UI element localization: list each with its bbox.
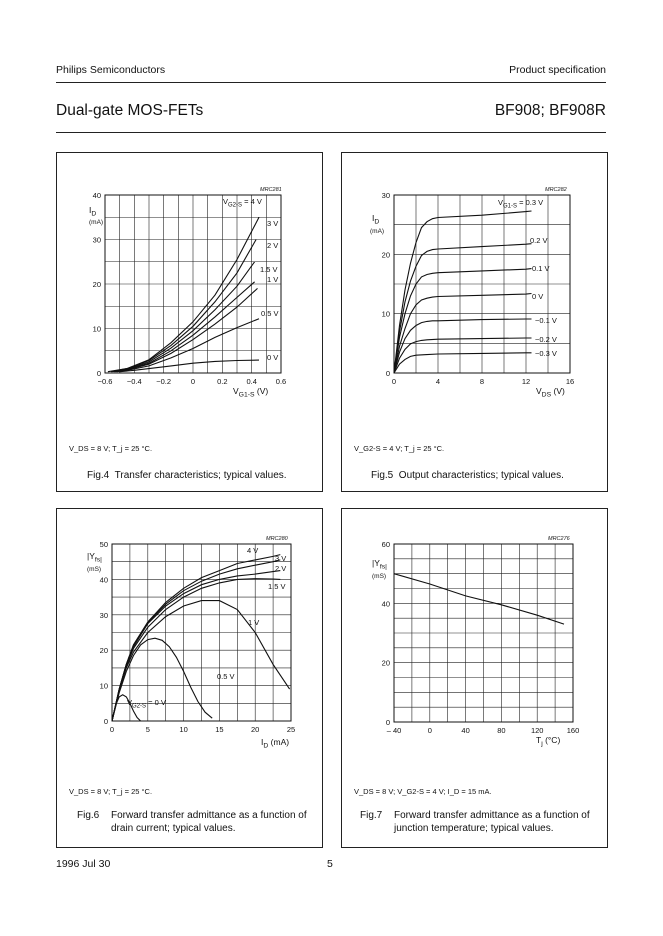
y-axis-label: $I_D$ [372, 213, 380, 226]
series-label: 1 V [267, 275, 279, 284]
y-tick-label: 20 [92, 280, 101, 289]
company-name: Philips Semiconductors [56, 64, 166, 76]
x-tick-label: 15 [215, 725, 224, 734]
series-label: 3 V [267, 219, 279, 228]
y-tick-label: 0 [96, 369, 101, 378]
y-tick-label: 30 [92, 235, 101, 245]
x-tick-label: 0 [391, 377, 397, 386]
x-tick-label: 8 [479, 377, 485, 386]
x-tick-label: 25 [286, 725, 296, 734]
series-label: $V_{G2-S} = 0$ V [127, 698, 166, 710]
x-tick-label: −0.6 [97, 377, 113, 386]
x-axis-label: $I_D$ (mA) [261, 737, 290, 750]
figure-5-caption-text: Output characteristics; typical values. [398, 470, 564, 481]
series-label: −0.3 V [535, 349, 557, 358]
x-tick-label: 0.6 [275, 377, 287, 386]
series-line [108, 217, 259, 371]
y-axis-unit: (mA) [370, 228, 385, 235]
x-tick-label: 20 [251, 725, 260, 734]
figure-4-number: Fig.4 [87, 470, 110, 481]
series-label: 0.5 V [217, 672, 235, 681]
x-tick-label: 120 [530, 726, 544, 735]
series-label: 3 V [275, 554, 287, 563]
series-line [112, 638, 212, 721]
series-label: −0.1 V [535, 316, 557, 325]
series-label: 2 V [267, 241, 279, 250]
series-label: 0 V [532, 292, 544, 301]
figure-6-number: Fig.6 [77, 810, 100, 821]
y-tick-label: 10 [99, 681, 108, 691]
x-tick-label: 4 [435, 377, 441, 386]
figure-5-number: Fig.5 [371, 470, 394, 481]
figure-6-panel [56, 508, 323, 848]
part-numbers: BF908; BF908R [494, 102, 606, 119]
series-line [111, 240, 256, 372]
y-tick-label: 40 [99, 575, 108, 585]
y-tick-label: 20 [99, 646, 108, 656]
y-tick-label: 60 [381, 540, 390, 549]
figure-4-conditions: V_DS = 8 V; T_j = 25 °C. [69, 444, 153, 453]
figure-5-caption [371, 469, 564, 482]
x-tick-label: 0 [427, 726, 432, 735]
x-tick-label: 40 [461, 726, 470, 735]
series-line [394, 211, 532, 373]
figure-4-caption-text: Transfer characteristics; typical values. [114, 470, 287, 481]
x-tick-label: 0.2 [217, 377, 228, 386]
series-label: 1 V [248, 618, 260, 627]
y-tick-label: 10 [381, 309, 390, 319]
x-tick-label: 0 [109, 725, 115, 734]
x-tick-label: 10 [179, 725, 188, 734]
transfer-characteristics-chart [57, 153, 324, 493]
x-tick-label: −0.4 [126, 377, 142, 386]
y-axis-label: $|Y_{fs|}$ [87, 551, 102, 564]
series-label: $V_{G2-S} = 4$ V [223, 197, 262, 209]
y-axis-label: $|Y_{fs|}$ [372, 558, 387, 571]
series-line [394, 319, 532, 373]
series-line [394, 294, 532, 374]
document-type: Product specification [509, 64, 606, 76]
figure-7-conditions: V_DS = 8 V; V_G2-S = 4 V; I_D = 15 mA. [354, 787, 492, 796]
footer-page-number: 5 [327, 858, 333, 870]
x-tick-label: 0.4 [246, 377, 257, 386]
chart-code: MRC280 [266, 536, 288, 542]
output-characteristics-chart [342, 153, 609, 493]
y-tick-label: 40 [92, 191, 101, 200]
x-tick-label: 80 [497, 726, 506, 735]
x-tick-label: 0 [190, 377, 196, 386]
chart-code: MRC276 [548, 536, 570, 542]
x-axis-label: $V_{G1-S}$ (V) [233, 386, 269, 399]
x-tick-label: 12 [521, 377, 531, 386]
x-tick-label: – 40 [386, 726, 402, 735]
figure-6-caption-text: Forward transfer admittance as a function of drain current; typical values. [111, 810, 307, 834]
series-label: 0.5 V [261, 309, 279, 318]
figure-4-panel [56, 152, 323, 492]
series-line [394, 353, 532, 373]
figure-7-number: Fig.7 [360, 810, 383, 821]
series-label: 0.1 V [532, 264, 550, 273]
y-axis-unit: (mS) [372, 573, 387, 580]
figure-4-caption [87, 469, 287, 482]
series-label: 0.2 V [530, 236, 548, 245]
series-label: 2 V [275, 564, 287, 573]
series-label: 0 V [267, 353, 279, 362]
header-rule [56, 82, 606, 83]
series-line [115, 288, 257, 371]
series-label: 1.5 V [268, 582, 286, 591]
figure-7-caption-text: Forward transfer admittance as a function of junction temperature; typical values. [394, 810, 590, 834]
yfs-vs-junction-temperature-chart [342, 509, 609, 849]
y-tick-label: 30 [381, 191, 390, 200]
footer-date: 1996 Jul 30 [56, 858, 111, 870]
series-label: 4 V [247, 546, 259, 555]
y-axis-label: $I_D$ [89, 205, 97, 218]
y-tick-label: 50 [99, 540, 108, 549]
y-tick-label: 20 [381, 658, 390, 668]
series-label: $V_{G1-S} = 0.3$ V [498, 198, 544, 210]
y-tick-label: 0 [385, 718, 390, 727]
x-axis-label: $T_j$ (°C) [536, 735, 561, 748]
chart-code: MRC281 [260, 187, 282, 193]
title-rule [56, 132, 606, 133]
y-tick-label: 20 [381, 250, 390, 260]
series-line [394, 574, 564, 624]
y-tick-label: 10 [92, 324, 101, 334]
x-tick-label: −0.2 [156, 377, 172, 386]
y-axis-unit: (mS) [87, 566, 102, 573]
y-axis-unit: (mA) [89, 219, 104, 226]
x-tick-label: 160 [566, 726, 580, 735]
x-tick-label: 5 [145, 725, 150, 734]
figure-6-conditions: V_DS = 8 V; T_j = 25 °C. [69, 787, 153, 796]
y-tick-label: 0 [385, 369, 390, 378]
yfs-vs-drain-current-chart [57, 509, 324, 849]
figure-7-panel [341, 508, 608, 848]
figure-5-panel [341, 152, 608, 492]
x-tick-label: 16 [565, 377, 575, 386]
series-line [114, 282, 255, 372]
y-tick-label: 30 [99, 610, 108, 620]
product-title: Dual-gate MOS-FETs [56, 102, 204, 119]
chart-code: MRC282 [545, 187, 567, 193]
series-label: 1.5 V [260, 265, 278, 274]
series-label: −0.2 V [535, 335, 557, 344]
y-tick-label: 40 [381, 599, 390, 609]
y-tick-label: 0 [103, 717, 108, 726]
x-axis-label: $V_{DS}$ (V) [536, 386, 565, 399]
figure-5-conditions: V_G2-S = 4 V; T_j = 25 °C. [354, 444, 445, 453]
